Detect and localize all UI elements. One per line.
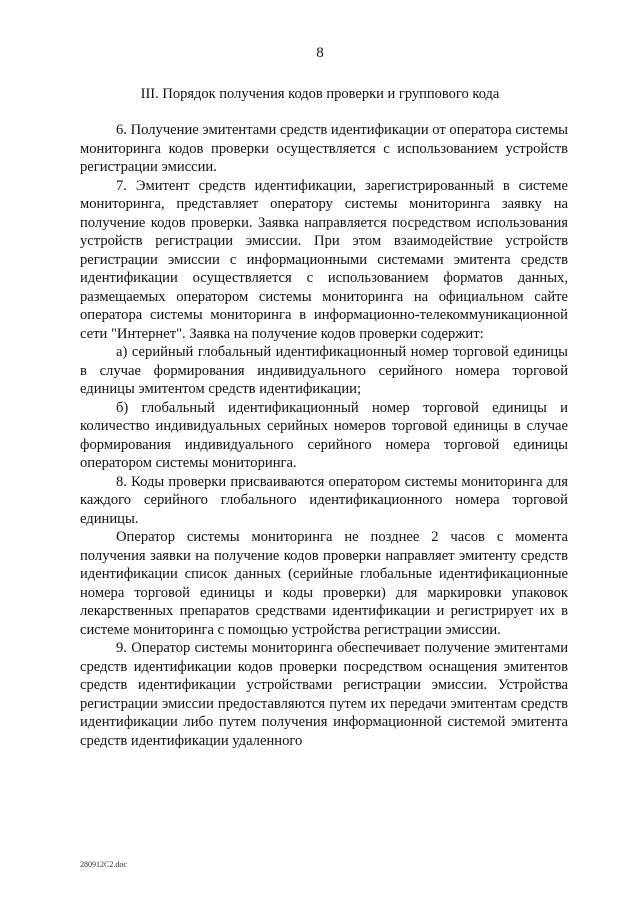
paragraph-8: 8. Коды проверки присваиваются оператором системы мониторинга для каждого серийного глобального идентификационного номера торговой единицы. [80, 473, 568, 527]
paragraph-6: 6. Получение эмитентами средств идентификации от оператора системы мониторинга кодов проверки осуществляется с использованием устройств регистрации эмиссии. [80, 122, 568, 175]
paragraph-7-item-a: а) серийный глобальный идентификационный номер торговой единицы в случае формирования индивидуального серийного номера торговой единицы эмитентом средств идентификации; [80, 344, 568, 397]
body-text [80, 121, 568, 750]
paragraph-9: 9. Оператор системы мониторинга обеспечивает получение эмитентами средств идентификации кодов проверки посредством оснащения эмитентов средств идентификации устройствами регистрации эмиссии. Устройства регистрации эмиссии предоставляются путем их передачи эмитентам средств идентификации либо путем получения информационной системой эмитента средств идентификации удаленного [80, 640, 568, 749]
paragraph-7-item-b: б) глобальный идентификационный номер торговой единицы и количество индивидуальных серийных номеров торговой единицы в случае формирования индивидуального серийного номера торговой единицы оператором системы мониторинга. [80, 399, 568, 471]
file-name-footer: 280912C2.doc [80, 860, 127, 869]
page-number: 8 [316, 45, 324, 61]
section-heading: III. Порядок получения кодов проверки и группового кода [140, 86, 500, 102]
paragraph-7: 7. Эмитент средств идентификации, зарегистрированный в системе мониторинга, представляет оператору системы мониторинга заявку на получение кодов проверки. Заявка направляется посредством использования устройств регистрации эмиссии. При этом взаимодействие устройств регистрации эмиссии с информационными системами эмитента средств идентификации осуществляется с использованием форматов данных, размещаемых оператором системы мониторинга на официальном сайте оператора системы мониторинга в информационно-телекоммуникационной сети "Интернет". Заявка на получение кодов проверки содержит: [80, 177, 568, 342]
paragraph-8-continued: Оператор системы мониторинга не позднее 2 часов с момента получения заявки на получение кодов проверки направляет эмитенту средств идентификации список данных (серийные глобальные идентификационные номера торговой единицы и коды проверки) для маркировки упаковок лекарственных препаратов средствами идентификации и регистрирует их в системе мониторинга с помощью устройства регистрации эмиссии. [80, 529, 568, 638]
